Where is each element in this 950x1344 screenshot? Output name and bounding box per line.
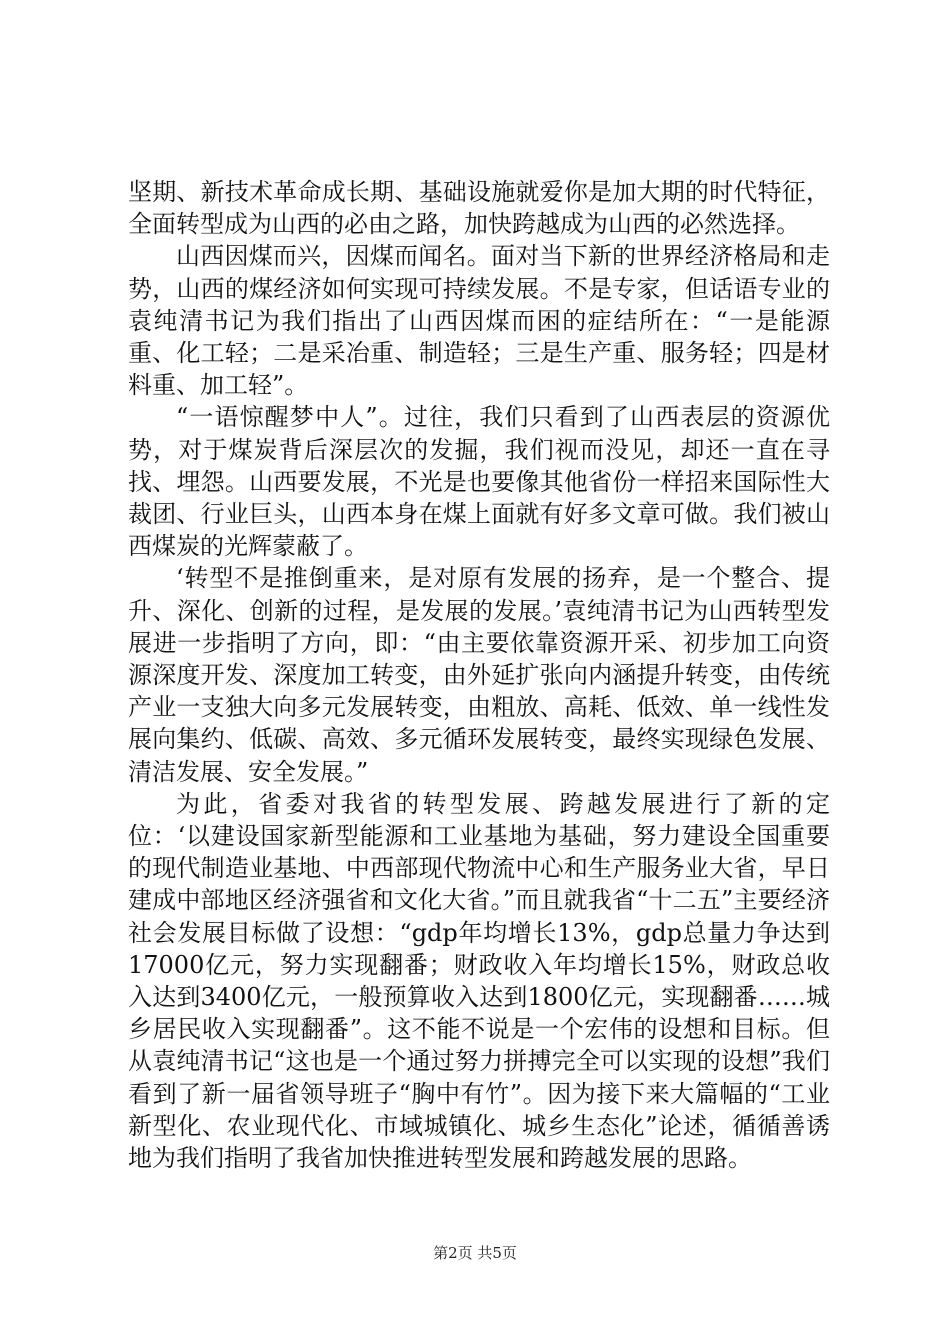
paragraph-2: 山西因煤而兴，因煤而闻名。面对当下新的世界经济格局和走势，山西的煤经济如何实现可持续发展。不是专家，但话语专业的袁纯清书记为我们指出了山西因煤而困的症结所在：“一是能源重、化工轻；二是采冶重、制造轻；三是生产重、服务轻；四是材料重、加工轻”。	[128, 242, 830, 400]
paragraph-1: 坚期、新技术革命成长期、基础设施就爱你是加大期的时代特征，全面转型成为山西的必由之路，加快跨越成为山西的必然选择。	[128, 178, 830, 239]
document-body	[128, 176, 830, 1174]
paragraph-3: “一语惊醒梦中人”。过往，我们只看到了山西表层的资源优势，对于煤炭背后深层次的发掘，我们视而没见，却还一直在寻找、埋怨。山西要发展，不光是也要像其他省份一样招来国际性大裁团、行业巨头，山西本身在煤上面就有好多文章可做。我们被山西煤炭的光辉蒙蔽了。	[128, 403, 830, 561]
page-number-footer: 第2页 共5页	[433, 1244, 517, 1262]
paragraph-5: 为此，省委对我省的转型发展、跨越发展进行了新的定位：‘以建设国家新型能源和工业基地为基础，努力建设全国重要的现代制造业基地、中西部现代物流中心和生产服务业大省，早日建成中部地区经济强省和文化大省。”而且就我省“十二五”主要经济社会发展目标做了设想：“gdp年均增长13%，gdp总量力争达到17000亿元，努力实现翻番；财政收入年均增长15%，财政总收入达到3400亿元，一般预算收入达到1800亿元，实现翻番……城乡居民收入实现翻番”。这不能不说是一个宏伟的设想和目标。但从袁纯清书记“这也是一个通过努力拼搏完全可以实现的设想”我们看到了新一届省领导班子“胸中有竹”。因为接下来大篇幅的“工业新型化、农业现代化、市域城镇化、城乡生态化”论述，循循善诱地为我们指明了我省加快推进转型发展和跨越发展的思路。	[128, 789, 830, 1173]
paragraph-4: ‘转型不是推倒重来，是对原有发展的扬弃，是一个整合、提升、深化、创新的过程，是发展的发展。’袁纯清书记为山西转型发展进一步指明了方向，即：“由主要依靠资源开采、初步加工向资源深度开发、深度加工转变，由外延扩张向内涵提升转变，由传统产业一支独大向多元发展转变，由粗放、高耗、低效、单一线性发展向集约、低碳、高效、多元循环发展转变，最终实现绿色发展、清洁发展、安全发展。”	[128, 564, 830, 786]
